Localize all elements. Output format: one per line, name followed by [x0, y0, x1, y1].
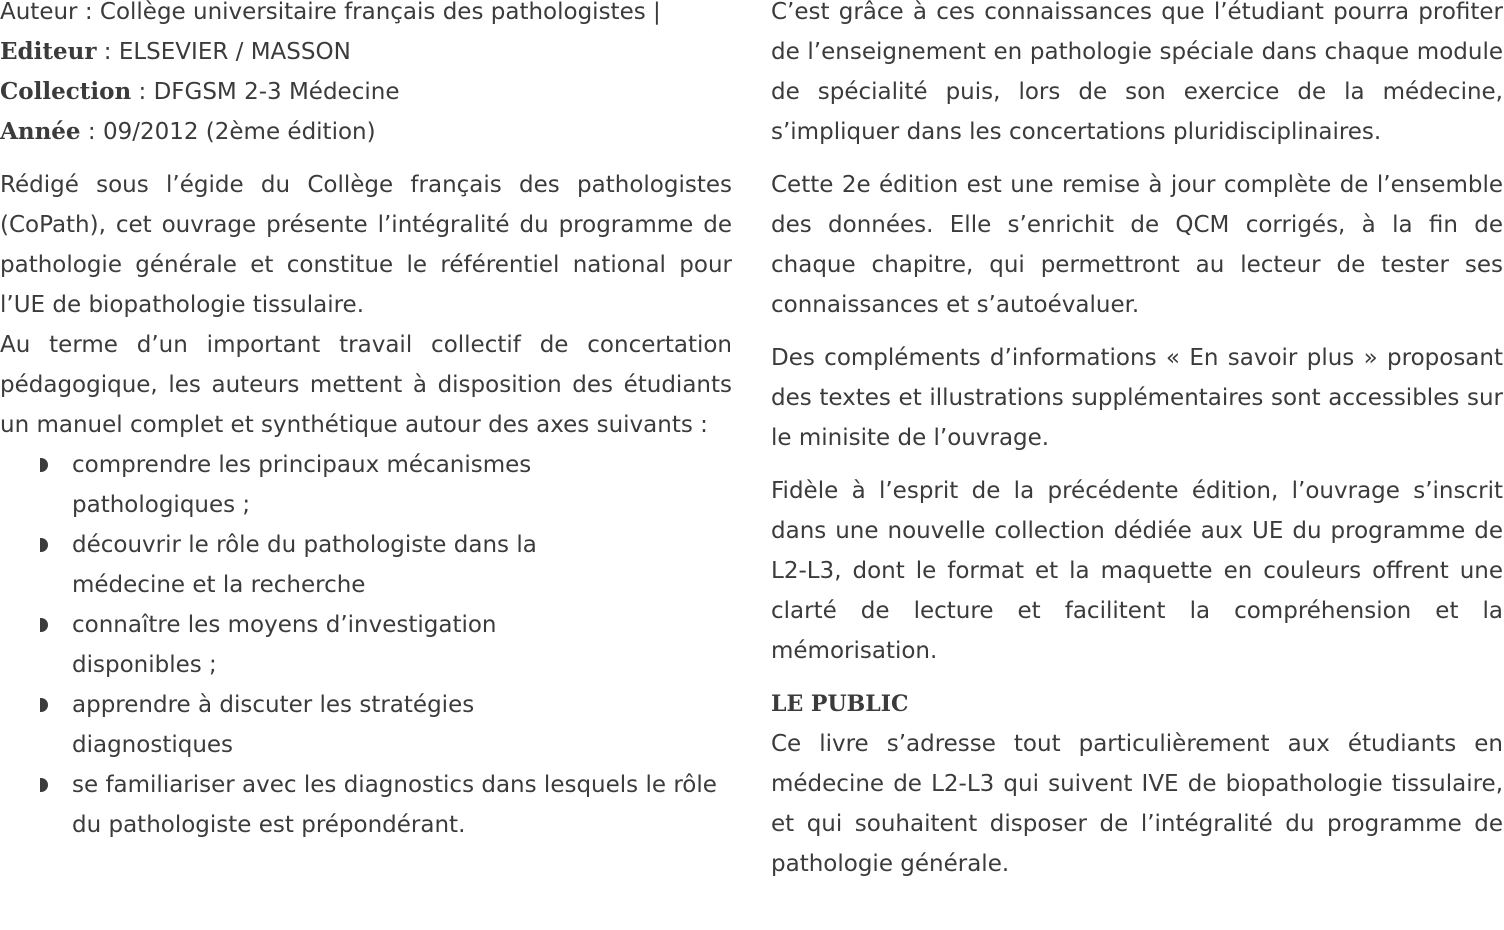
knowledge-paragraph: C’est grâce à ces connaissances que l’étudiant pourra profiter de l’enseignement en pathologie spéciale dans chaque module de spécialité puis, lors de son exercice de la médecine, s’impliquer dans les concertations pluridisciplinaires. — [771, 0, 1503, 145]
axes-paragraph: Au terme d’un important travail collectif de concertation pédagogique, les auteurs mettent à disposition des étudiants un manuel complet et synthétique autour des axes suivants : — [0, 332, 732, 438]
publisher-line: Editeur : ELSEVIER / MASSON — [0, 38, 351, 65]
bullet-icon — [40, 698, 48, 712]
list-item: se familiariser avec les diagnostics dans lesquels le rôle du pathologiste est prépondérant. — [0, 765, 732, 845]
year-line: Année : 09/2012 (2ème édition) — [0, 118, 376, 145]
list-item: comprendre les principaux mécanismes pathologiques ; — [0, 445, 732, 525]
collection-line: Collection : DFGSM 2-3 Médecine — [0, 78, 400, 105]
book-metadata — [0, 0, 732, 152]
bullet-icon — [40, 538, 48, 552]
bullet-icon — [40, 618, 48, 632]
audience-heading: LE PUBLIC — [771, 691, 909, 717]
supplements-paragraph: Des compléments d’informations « En savoir plus » proposant des textes et illustrations supplémentaires sont accessibles sur le minisite de l’ouvrage. — [771, 345, 1503, 451]
list-item: apprendre à discuter les stratégies diagnostiques — [0, 685, 732, 765]
list-item: connaître les moyens d’investigation disponibles ; — [0, 605, 732, 685]
right-column — [771, 0, 1503, 897]
axes-list — [0, 445, 732, 845]
list-item: découvrir le rôle du pathologiste dans la médecine et la recherche — [0, 525, 732, 605]
author-line: Auteur : Collège universitaire français des pathologistes | — [0, 0, 661, 25]
bullet-icon — [40, 778, 48, 792]
intro-paragraph: Rédigé sous l’égide du Collège français des pathologistes (CoPath), cet ouvrage présente l’intégralité du programme de pathologie générale et constitue le référentiel national pour l’UE de biopathologie tissulaire. — [0, 172, 732, 318]
edition-paragraph: Cette 2e édition est une remise à jour complète de l’ensemble des données. Elle s’enrichit de QCM corrigés, à la fin de chaque chapitre, qui permettront au lecteur de tester ses connaissances et s’autoévaluer. — [771, 172, 1503, 318]
collection-paragraph: Fidèle à l’esprit de la précédente édition, l’ouvrage s’inscrit dans une nouvelle collection dédiée aux UE du programme de L2-L3, dont le format et la maquette en couleurs offrent une clarté de lecture et facilitent la compréhension et la mémorisation. — [771, 478, 1503, 664]
audience-paragraph: Ce livre s’adresse tout particulièrement aux étudiants en médecine de L2-L3 qui suivent IVE de biopathologie tissulaire, et qui souhaitent disposer de l’intégralité du programme de pathologie générale. — [771, 731, 1503, 877]
left-column — [0, 0, 732, 845]
bullet-icon — [40, 458, 48, 472]
